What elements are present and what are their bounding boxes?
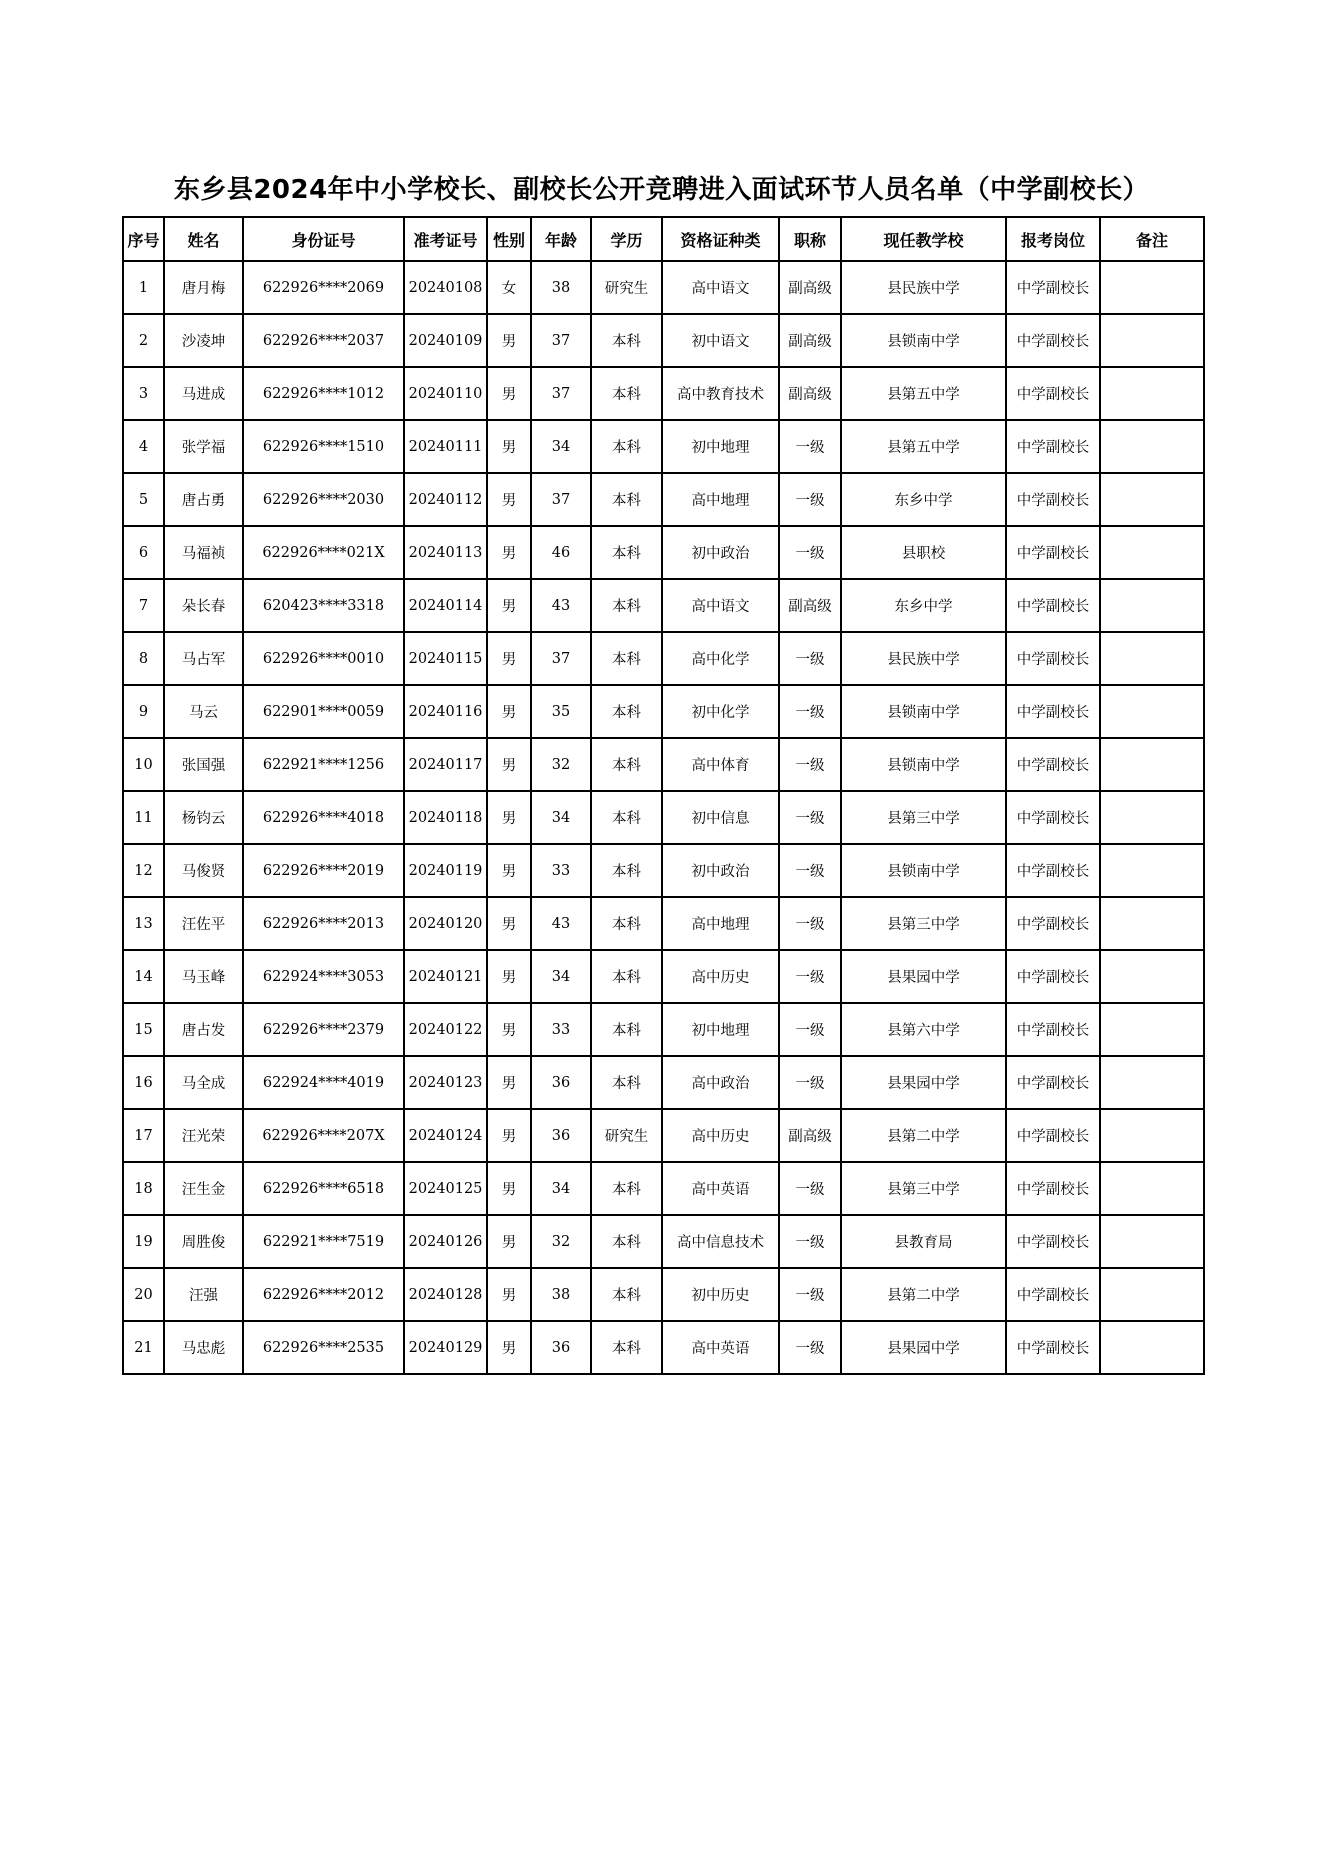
age-cell: 37 [531,632,591,685]
gender-cell: 男 [487,367,531,420]
remarks-cell [1100,261,1204,314]
id-number-cell: 622926****021X [243,526,404,579]
position-cell: 中学副校长 [1006,526,1100,579]
index-cell: 12 [123,844,164,897]
table-row [123,1003,1204,1056]
certificate-cell: 初中信息 [662,791,779,844]
col-header-gender: 性别 [487,217,531,261]
exam-number-cell: 20240118 [404,791,487,844]
title-cell: 一级 [779,1162,841,1215]
exam-number-cell: 20240121 [404,950,487,1003]
id-number-cell: 622921****7519 [243,1215,404,1268]
education-cell: 本科 [591,1321,662,1374]
education-cell: 本科 [591,1162,662,1215]
remarks-cell [1100,1268,1204,1321]
education-cell: 本科 [591,579,662,632]
col-header-school: 现任教学校 [841,217,1006,261]
position-cell: 中学副校长 [1006,1109,1100,1162]
exam-number-cell: 20240115 [404,632,487,685]
education-cell: 本科 [591,685,662,738]
title-cell: 一级 [779,897,841,950]
age-cell: 34 [531,1162,591,1215]
exam-number-cell: 20240122 [404,1003,487,1056]
certificate-cell: 高中教育技术 [662,367,779,420]
position-cell: 中学副校长 [1006,1215,1100,1268]
remarks-cell [1100,1109,1204,1162]
certificate-cell: 初中政治 [662,844,779,897]
gender-cell: 男 [487,844,531,897]
certificate-cell: 高中体育 [662,738,779,791]
education-cell: 本科 [591,791,662,844]
certificate-cell: 高中政治 [662,1056,779,1109]
education-cell: 本科 [591,314,662,367]
name-cell: 汪强 [164,1268,243,1321]
name-cell: 马玉峰 [164,950,243,1003]
id-number-cell: 622926****2535 [243,1321,404,1374]
position-cell: 中学副校长 [1006,632,1100,685]
school-cell: 县锁南中学 [841,685,1006,738]
remarks-cell [1100,685,1204,738]
school-cell: 县锁南中学 [841,738,1006,791]
index-cell: 17 [123,1109,164,1162]
id-number-cell: 622926****0010 [243,632,404,685]
table-row [123,950,1204,1003]
title-cell: 副高级 [779,367,841,420]
index-cell: 6 [123,526,164,579]
remarks-cell [1100,1215,1204,1268]
col-header-age: 年龄 [531,217,591,261]
certificate-cell: 高中语文 [662,261,779,314]
education-cell: 本科 [591,1268,662,1321]
id-number-cell: 620423****3318 [243,579,404,632]
name-cell: 周胜俊 [164,1215,243,1268]
age-cell: 32 [531,1215,591,1268]
table-row [123,367,1204,420]
index-cell: 7 [123,579,164,632]
gender-cell: 男 [487,738,531,791]
title-cell: 一级 [779,1268,841,1321]
name-cell: 汪生金 [164,1162,243,1215]
certificate-cell: 高中英语 [662,1162,779,1215]
position-cell: 中学副校长 [1006,950,1100,1003]
school-cell: 县第二中学 [841,1109,1006,1162]
school-cell: 县第六中学 [841,1003,1006,1056]
gender-cell: 男 [487,632,531,685]
education-cell: 本科 [591,738,662,791]
exam-number-cell: 20240108 [404,261,487,314]
table-row [123,844,1204,897]
age-cell: 38 [531,261,591,314]
gender-cell: 男 [487,897,531,950]
name-cell: 汪佐平 [164,897,243,950]
name-cell: 马忠彪 [164,1321,243,1374]
title-cell: 一级 [779,1215,841,1268]
remarks-cell [1100,738,1204,791]
id-number-cell: 622926****2013 [243,897,404,950]
school-cell: 县果园中学 [841,950,1006,1003]
table-row [123,473,1204,526]
school-cell: 县锁南中学 [841,314,1006,367]
age-cell: 36 [531,1109,591,1162]
table-row [123,738,1204,791]
index-cell: 15 [123,1003,164,1056]
index-cell: 2 [123,314,164,367]
school-cell: 县民族中学 [841,261,1006,314]
index-cell: 16 [123,1056,164,1109]
exam-number-cell: 20240110 [404,367,487,420]
education-cell: 本科 [591,367,662,420]
index-cell: 20 [123,1268,164,1321]
position-cell: 中学副校长 [1006,685,1100,738]
education-cell: 本科 [591,632,662,685]
position-cell: 中学副校长 [1006,1056,1100,1109]
position-cell: 中学副校长 [1006,897,1100,950]
gender-cell: 女 [487,261,531,314]
name-cell: 朵长春 [164,579,243,632]
title-cell: 一级 [779,1321,841,1374]
gender-cell: 男 [487,1003,531,1056]
age-cell: 46 [531,526,591,579]
name-cell: 马全成 [164,1056,243,1109]
index-cell: 9 [123,685,164,738]
position-cell: 中学副校长 [1006,1162,1100,1215]
index-cell: 8 [123,632,164,685]
index-cell: 11 [123,791,164,844]
title-cell: 一级 [779,1056,841,1109]
index-cell: 4 [123,420,164,473]
table-row [123,526,1204,579]
remarks-cell [1100,314,1204,367]
gender-cell: 男 [487,791,531,844]
index-cell: 19 [123,1215,164,1268]
name-cell: 唐占发 [164,1003,243,1056]
title-cell: 一级 [779,526,841,579]
education-cell: 本科 [591,1003,662,1056]
id-number-cell: 622926****207X [243,1109,404,1162]
title-cell: 一级 [779,632,841,685]
title-cell: 副高级 [779,1109,841,1162]
table-row [123,1215,1204,1268]
school-cell: 东乡中学 [841,579,1006,632]
position-cell: 中学副校长 [1006,791,1100,844]
education-cell: 本科 [591,473,662,526]
table-row [123,1109,1204,1162]
table-row [123,420,1204,473]
position-cell: 中学副校长 [1006,420,1100,473]
remarks-cell [1100,897,1204,950]
gender-cell: 男 [487,526,531,579]
col-header-title: 职称 [779,217,841,261]
certificate-cell: 高中化学 [662,632,779,685]
index-cell: 14 [123,950,164,1003]
name-cell: 马俊贤 [164,844,243,897]
remarks-cell [1100,526,1204,579]
school-cell: 县第三中学 [841,791,1006,844]
remarks-cell [1100,632,1204,685]
id-number-cell: 622926****6518 [243,1162,404,1215]
candidate-table [122,216,1205,1375]
id-number-cell: 622926****2037 [243,314,404,367]
gender-cell: 男 [487,1321,531,1374]
education-cell: 研究生 [591,1109,662,1162]
exam-number-cell: 20240120 [404,897,487,950]
certificate-cell: 初中语文 [662,314,779,367]
remarks-cell [1100,844,1204,897]
col-header-exam-number: 准考证号 [404,217,487,261]
gender-cell: 男 [487,1056,531,1109]
position-cell: 中学副校长 [1006,844,1100,897]
remarks-cell [1100,420,1204,473]
name-cell: 汪光荣 [164,1109,243,1162]
age-cell: 34 [531,791,591,844]
exam-number-cell: 20240129 [404,1321,487,1374]
name-cell: 唐占勇 [164,473,243,526]
education-cell: 研究生 [591,261,662,314]
certificate-cell: 初中历史 [662,1268,779,1321]
remarks-cell [1100,473,1204,526]
id-number-cell: 622926****2379 [243,1003,404,1056]
index-cell: 3 [123,367,164,420]
name-cell: 马进成 [164,367,243,420]
id-number-cell: 622924****3053 [243,950,404,1003]
school-cell: 县第五中学 [841,367,1006,420]
title-cell: 一级 [779,1003,841,1056]
gender-cell: 男 [487,950,531,1003]
table-row [123,1056,1204,1109]
exam-number-cell: 20240128 [404,1268,487,1321]
exam-number-cell: 20240112 [404,473,487,526]
title-cell: 副高级 [779,314,841,367]
table-header-row [123,217,1204,261]
exam-number-cell: 20240114 [404,579,487,632]
col-header-index: 序号 [123,217,164,261]
remarks-cell [1100,791,1204,844]
age-cell: 36 [531,1056,591,1109]
position-cell: 中学副校长 [1006,738,1100,791]
school-cell: 县果园中学 [841,1056,1006,1109]
gender-cell: 男 [487,685,531,738]
title-cell: 一级 [779,950,841,1003]
name-cell: 张国强 [164,738,243,791]
age-cell: 38 [531,1268,591,1321]
remarks-cell [1100,367,1204,420]
school-cell: 县民族中学 [841,632,1006,685]
age-cell: 43 [531,579,591,632]
position-cell: 中学副校长 [1006,1321,1100,1374]
exam-number-cell: 20240113 [404,526,487,579]
exam-number-cell: 20240116 [404,685,487,738]
education-cell: 本科 [591,526,662,579]
page-title: 东乡县2024年中小学校长、副校长公开竞聘进入面试环节人员名单（中学副校长） [173,175,1150,205]
table-row [123,579,1204,632]
remarks-cell [1100,1056,1204,1109]
position-cell: 中学副校长 [1006,367,1100,420]
age-cell: 36 [531,1321,591,1374]
table-body [123,261,1204,1374]
gender-cell: 男 [487,314,531,367]
table-row [123,897,1204,950]
col-header-certificate: 资格证种类 [662,217,779,261]
col-header-name: 姓名 [164,217,243,261]
education-cell: 本科 [591,1056,662,1109]
name-cell: 张学福 [164,420,243,473]
title-cell: 一级 [779,473,841,526]
age-cell: 34 [531,950,591,1003]
index-cell: 1 [123,261,164,314]
certificate-cell: 初中政治 [662,526,779,579]
title-cell: 一级 [779,738,841,791]
table-row [123,1321,1204,1374]
remarks-cell [1100,950,1204,1003]
school-cell: 县第五中学 [841,420,1006,473]
position-cell: 中学副校长 [1006,579,1100,632]
position-cell: 中学副校长 [1006,473,1100,526]
id-number-cell: 622926****2012 [243,1268,404,1321]
education-cell: 本科 [591,897,662,950]
school-cell: 县第三中学 [841,1162,1006,1215]
certificate-cell: 高中信息技术 [662,1215,779,1268]
age-cell: 33 [531,844,591,897]
education-cell: 本科 [591,844,662,897]
col-header-position: 报考岗位 [1006,217,1100,261]
school-cell: 县果园中学 [841,1321,1006,1374]
table-row [123,685,1204,738]
age-cell: 37 [531,314,591,367]
title-cell: 一级 [779,420,841,473]
id-number-cell: 622926****1510 [243,420,404,473]
id-number-cell: 622921****1256 [243,738,404,791]
certificate-cell: 高中历史 [662,950,779,1003]
name-cell: 马占军 [164,632,243,685]
certificate-cell: 高中地理 [662,897,779,950]
title-cell: 一级 [779,844,841,897]
certificate-cell: 高中语文 [662,579,779,632]
certificate-cell: 高中历史 [662,1109,779,1162]
index-cell: 13 [123,897,164,950]
school-cell: 县教育局 [841,1215,1006,1268]
id-number-cell: 622926****4018 [243,791,404,844]
position-cell: 中学副校长 [1006,261,1100,314]
name-cell: 马福祯 [164,526,243,579]
title-cell: 副高级 [779,261,841,314]
index-cell: 5 [123,473,164,526]
school-cell: 县第三中学 [841,897,1006,950]
table-row [123,1268,1204,1321]
table-row [123,632,1204,685]
exam-number-cell: 20240124 [404,1109,487,1162]
school-cell: 县锁南中学 [841,844,1006,897]
exam-number-cell: 20240111 [404,420,487,473]
position-cell: 中学副校长 [1006,314,1100,367]
age-cell: 33 [531,1003,591,1056]
age-cell: 34 [531,420,591,473]
school-cell: 县第二中学 [841,1268,1006,1321]
age-cell: 32 [531,738,591,791]
age-cell: 35 [531,685,591,738]
index-cell: 10 [123,738,164,791]
position-cell: 中学副校长 [1006,1268,1100,1321]
name-cell: 沙凌坤 [164,314,243,367]
index-cell: 18 [123,1162,164,1215]
title-cell: 副高级 [779,579,841,632]
remarks-cell [1100,1162,1204,1215]
name-cell: 马云 [164,685,243,738]
age-cell: 37 [531,367,591,420]
school-cell: 东乡中学 [841,473,1006,526]
age-cell: 43 [531,897,591,950]
gender-cell: 男 [487,1215,531,1268]
certificate-cell: 初中地理 [662,420,779,473]
remarks-cell [1100,579,1204,632]
gender-cell: 男 [487,1268,531,1321]
id-number-cell: 622901****0059 [243,685,404,738]
gender-cell: 男 [487,1109,531,1162]
position-cell: 中学副校长 [1006,1003,1100,1056]
table-row [123,1162,1204,1215]
table-row [123,791,1204,844]
gender-cell: 男 [487,420,531,473]
certificate-cell: 高中英语 [662,1321,779,1374]
gender-cell: 男 [487,579,531,632]
id-number-cell: 622924****4019 [243,1056,404,1109]
title-cell: 一级 [779,685,841,738]
gender-cell: 男 [487,473,531,526]
index-cell: 21 [123,1321,164,1374]
exam-number-cell: 20240109 [404,314,487,367]
exam-number-cell: 20240123 [404,1056,487,1109]
id-number-cell: 622926****2019 [243,844,404,897]
table-row [123,314,1204,367]
age-cell: 37 [531,473,591,526]
exam-number-cell: 20240119 [404,844,487,897]
col-header-education: 学历 [591,217,662,261]
id-number-cell: 622926****2030 [243,473,404,526]
id-number-cell: 622926****1012 [243,367,404,420]
education-cell: 本科 [591,1215,662,1268]
table-row [123,261,1204,314]
name-cell: 唐月梅 [164,261,243,314]
education-cell: 本科 [591,420,662,473]
remarks-cell [1100,1321,1204,1374]
certificate-cell: 高中地理 [662,473,779,526]
school-cell: 县职校 [841,526,1006,579]
certificate-cell: 初中化学 [662,685,779,738]
col-header-id-number: 身份证号 [243,217,404,261]
name-cell: 杨钧云 [164,791,243,844]
exam-number-cell: 20240126 [404,1215,487,1268]
title-cell: 一级 [779,791,841,844]
gender-cell: 男 [487,1162,531,1215]
certificate-cell: 初中地理 [662,1003,779,1056]
id-number-cell: 622926****2069 [243,261,404,314]
exam-number-cell: 20240117 [404,738,487,791]
remarks-cell [1100,1003,1204,1056]
col-header-remarks: 备注 [1100,217,1204,261]
exam-number-cell: 20240125 [404,1162,487,1215]
education-cell: 本科 [591,950,662,1003]
